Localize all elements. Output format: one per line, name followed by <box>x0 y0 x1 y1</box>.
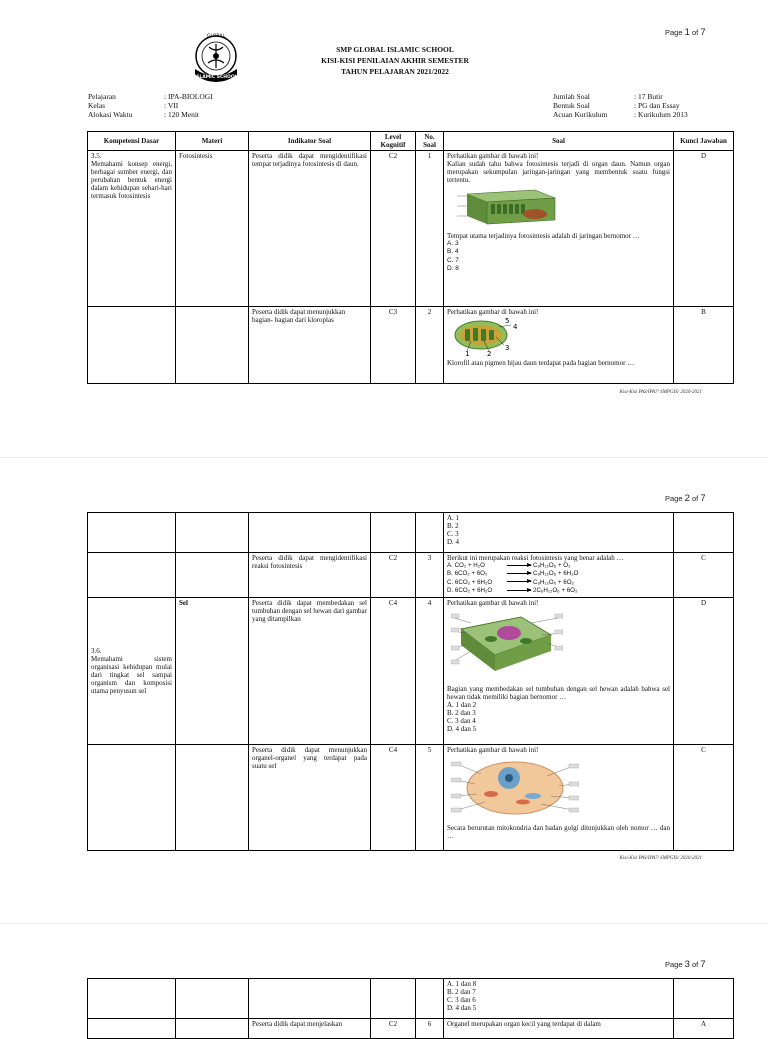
kd-cell: 3.6. Memahami sistem organisasi kehidupan mulai dari tingkat sel sampai organism dan komposisi utama penyusun sel <box>88 598 176 745</box>
kunci-cell: D <box>674 598 734 745</box>
level-cell: C2 <box>371 553 416 598</box>
kisi-table-page-1 <box>87 131 734 384</box>
leaf-cross-section-image <box>455 186 560 228</box>
table-row <box>88 553 734 598</box>
no-cell: 5 <box>416 745 444 851</box>
indikator-cell: Peserta didik dapat mengidentifikasi tempat terjadinya fotosintesis di daun. <box>249 151 371 307</box>
svg-text:2: 2 <box>487 350 492 357</box>
header-materi: Materi <box>176 132 249 151</box>
indikator-cell: Peserta didik dapat membedakan sel tumbuhan dengan sel hewan dari gambar yang ditampilkan <box>249 598 371 745</box>
header-indikator: Indikator Soal <box>249 132 371 151</box>
table-header-row <box>88 132 734 151</box>
footer-code: Kisi-Kisi PAS/IPA7/ SMPGIS/ 2020-2021 <box>619 390 702 395</box>
kunci-cell: C <box>674 745 734 851</box>
no-cell: 4 <box>416 598 444 745</box>
chloroplast-image <box>451 317 531 357</box>
header-kd: Kompetensi Dasar <box>88 132 176 151</box>
table-row <box>88 745 734 851</box>
school-name: SMP GLOBAL ISLAMIC SCHOOL <box>336 45 454 54</box>
svg-text:GLOBAL: GLOBAL <box>206 34 226 39</box>
indikator-cell: Peserta didik dapat menunjukkan bagian- bagian dari kloroplas <box>249 307 371 384</box>
level-cell: C4 <box>371 598 416 745</box>
document-title: KISI-KISI PENILAIAN AKHIR SEMESTER <box>321 56 469 65</box>
plant-cell-image <box>451 609 563 681</box>
svg-text:3: 3 <box>505 344 510 352</box>
animal-cell-image <box>451 756 579 820</box>
kd-cell: 3.5. Memahami konsep energi, berbagai sumber energi, dan perubahan bentuk energi dalam kehidupan sehari-hari termasuk fotosintesis <box>88 151 176 307</box>
kisi-table-page-2 <box>87 512 734 851</box>
kunci-cell: C <box>674 553 734 598</box>
table-row <box>88 1019 734 1039</box>
kd-cell <box>88 307 176 384</box>
info-left: Pelajaran : IPA-BIOLOGI Kelas : VII Alokasi Waktu : 120 Menit <box>88 92 213 119</box>
svg-text:ISLAMIC SCHOOL: ISLAMIC SCHOOL <box>194 75 238 80</box>
soal-cell: A. 1 dan 8 B. 2 dan 7 C. 3 dan 6 D. 4 dan 5 <box>444 979 674 1019</box>
header-kunci: Kunci Jawaban <box>674 132 734 151</box>
no-cell: 6 <box>416 1019 444 1039</box>
header-soal: Soal <box>444 132 674 151</box>
svg-text:1: 1 <box>465 350 470 357</box>
table-row <box>88 979 734 1019</box>
page-number: Page 3 of 7 <box>665 959 706 970</box>
soal-cell: Perhatikan gambar di bawah ini! Secara berurutan mitokondria dan badan golgi ditunjukkan oleh nomor … dan … <box>444 745 674 851</box>
indikator-cell: Peserta didik dapat menunjukkan organel-organel yang terdapat pada suatu sel <box>249 745 371 851</box>
kunci-cell: D <box>674 151 734 307</box>
indikator-cell: Peserta didik dapat mengidentifikasi reaksi fotosintesis <box>249 553 371 598</box>
soal-cell: Perhatikan gambar di bawah ini! Kalian sudah tahu bahwa fotosintesis terjadi di organ daun. Namun organ merupakan sekumpulan jaringan-jaringan yang membentuk suatu fungsi tertentu. Tempat utama terjadinya fotosintesis adalah di jaringan bernomor … A. 3 B. 4 C. 7 D. 8 <box>444 151 674 307</box>
svg-text:4: 4 <box>513 323 518 331</box>
kunci-cell: A <box>674 1019 734 1039</box>
level-cell: C4 <box>371 745 416 851</box>
table-row <box>88 598 734 745</box>
page-number: Page 2 of 7 <box>665 493 706 504</box>
soal-cell: Organel merupakan organ kecil yang terdapat di dalam <box>444 1019 674 1039</box>
footer-code: Kisi-Kisi PAS/IPA7/ SMPGIS/ 2020-2021 <box>619 856 702 861</box>
svg-text:5: 5 <box>505 317 510 325</box>
soal-cell: Perhatikan gambar di bawah ini! 1 2 3 4 5 Klorofil atau pigmen hijau daun terdapat pada bagian bernomor … <box>444 307 674 384</box>
table-row <box>88 513 734 553</box>
info-right: Jumlah Soal : 17 Butir Bentuk Soal : PG dan Essay Acuan Kurikulum : Kurikulum 2013 <box>553 92 688 119</box>
academic-year: TAHUN PELAJARAN 2021/2022 <box>341 67 449 76</box>
table-row <box>88 151 734 307</box>
no-cell: 3 <box>416 553 444 598</box>
soal-cell: Perhatikan gambar di bawah ini! Bagian yang membedakan sel tumbuhan dengan sel hewan adalah bahwa sel hewan tidak memiliki bagian bernomor … A. 1 dan 2 B. 2 dan 3 C. 3 dan 4 D. 4 dan 5 <box>444 598 674 745</box>
page-number: Page 1 of 7 <box>665 27 706 38</box>
materi-cell: Sel <box>176 598 249 745</box>
table-row <box>88 307 734 384</box>
level-cell: C3 <box>371 307 416 384</box>
materi-cell <box>176 307 249 384</box>
header-no: No. Soal <box>416 132 444 151</box>
soal-cell: A. 1 B. 2 C. 3 D. 4 <box>444 513 674 553</box>
materi-cell: Fotosintesis <box>176 151 249 307</box>
header-level: Level Kognitif <box>371 132 416 151</box>
soal-cell: Berikut ini merupakan reaksi fotosintesis yang benar adalah … A. CO₂ + H₂O C₆H₁₂O₆ + O₂ B. 6CO₂ + 6O₂ C₆H₁₂O₆ + 6H₂O C. 6CO₂ + 6H₂O C₆H₁₂O₆ + 6O₂ D. 6CO₂ + 6H₂O 2C₆H₁₂O₆ + 6O₂ <box>444 553 674 598</box>
kunci-cell: B <box>674 307 734 384</box>
no-cell: 1 <box>416 151 444 307</box>
indikator-cell: Peserta didik dapat menjelaskan <box>249 1019 371 1039</box>
kisi-table-page-3 <box>87 978 734 1039</box>
level-cell: C2 <box>371 1019 416 1039</box>
level-cell: C2 <box>371 151 416 307</box>
no-cell: 2 <box>416 307 444 384</box>
